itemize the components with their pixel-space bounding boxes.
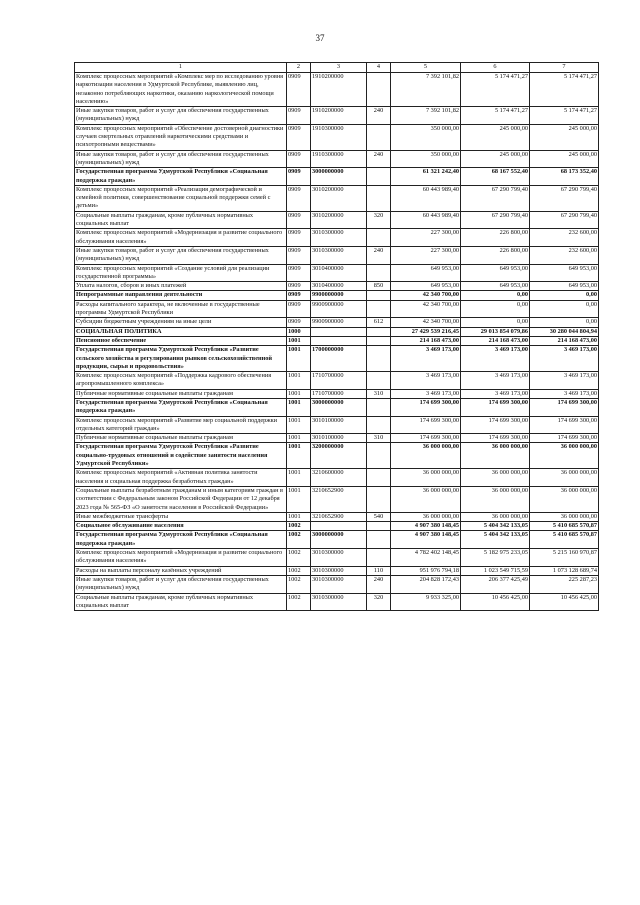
- amount-year-1-cell: 9 933 325,00: [391, 593, 461, 611]
- header-cell: 4: [367, 63, 391, 73]
- amount-year-1-cell: 350 000,00: [391, 124, 461, 150]
- expense-type-code-cell: [367, 336, 391, 345]
- amount-year-2-cell: 245 000,00: [461, 124, 530, 150]
- amount-year-2-cell: 1 023 549 715,59: [461, 566, 530, 575]
- amount-year-1-cell: 227 300,00: [391, 246, 461, 264]
- target-article-code-cell: 3210652900: [311, 486, 367, 512]
- section-code-cell: 1001: [287, 398, 311, 416]
- amount-year-3-cell: 0,00: [530, 300, 599, 318]
- amount-year-3-cell: 30 280 044 804,94: [530, 327, 599, 336]
- amount-year-1-cell: 951 976 794,18: [391, 566, 461, 575]
- amount-year-1-cell: 36 000 000,00: [391, 469, 461, 487]
- amount-year-3-cell: 68 173 352,40: [530, 168, 599, 186]
- amount-year-2-cell: 226 800,00: [461, 246, 530, 264]
- target-article-code-cell: 1710700000: [311, 389, 367, 398]
- amount-year-1-cell: 7 392 101,82: [391, 73, 461, 107]
- table-row: [75, 443, 599, 469]
- expense-type-code-cell: 310: [367, 389, 391, 398]
- target-article-code-cell: 1910200000: [311, 73, 367, 107]
- target-article-code-cell: 3010100000: [311, 434, 367, 443]
- amount-year-3-cell: 232 600,00: [530, 246, 599, 264]
- target-article-code-cell: 1710700000: [311, 372, 367, 390]
- amount-year-2-cell: 36 000 000,00: [461, 486, 530, 512]
- amount-year-3-cell: 10 456 425,00: [530, 593, 599, 611]
- row-name-cell: Государственная программа Удмуртской Республики «Социальная поддержка граждан»: [75, 168, 287, 186]
- amount-year-3-cell: 214 168 473,00: [530, 336, 599, 345]
- amount-year-1-cell: 61 321 242,40: [391, 168, 461, 186]
- section-code-cell: 0909: [287, 318, 311, 327]
- expense-type-code-cell: [367, 443, 391, 469]
- section-code-cell: 1001: [287, 416, 311, 434]
- row-name-cell: Непрограммные направления деятельности: [75, 291, 287, 300]
- expense-type-code-cell: [367, 469, 391, 487]
- amount-year-1-cell: 649 953,00: [391, 282, 461, 291]
- row-name-cell: Комплекс процессных мероприятий «Обеспечение достоверной диагностики случаев смертельных отравлений наркотическими средствами и психотропными веществами»: [75, 124, 287, 150]
- section-code-cell: 0909: [287, 107, 311, 125]
- section-code-cell: 1002: [287, 522, 311, 531]
- expense-type-code-cell: 240: [367, 107, 391, 125]
- amount-year-3-cell: 5 215 160 970,87: [530, 549, 599, 567]
- table-row: [75, 398, 599, 416]
- amount-year-3-cell: 245 000,00: [530, 124, 599, 150]
- amount-year-3-cell: 0,00: [530, 291, 599, 300]
- header-cell: 5: [391, 63, 461, 73]
- amount-year-2-cell: 0,00: [461, 300, 530, 318]
- expense-type-code-cell: [367, 398, 391, 416]
- row-name-cell: Комплекс процессных мероприятий «Модернизация и развитие социального обслуживания населения»: [75, 549, 287, 567]
- section-code-cell: 1001: [287, 486, 311, 512]
- amount-year-1-cell: 174 699 300,00: [391, 434, 461, 443]
- table-row: [75, 486, 599, 512]
- expense-type-code-cell: [367, 185, 391, 211]
- table-row: [75, 282, 599, 291]
- row-name-cell: Расходы на выплаты персоналу казённых учреждений: [75, 566, 287, 575]
- amount-year-2-cell: 5 174 471,27: [461, 73, 530, 107]
- row-name-cell: Государственная программа Удмуртской Республики «Развитие сельского хозяйства и регулирования рынков сельскохозяйственной продукции, сырья и продовольствия»: [75, 346, 287, 372]
- header-cell: 1: [75, 63, 287, 73]
- table-row: [75, 246, 599, 264]
- amount-year-1-cell: 60 443 989,40: [391, 211, 461, 229]
- amount-year-3-cell: 649 953,00: [530, 264, 599, 282]
- section-code-cell: 0909: [287, 73, 311, 107]
- row-name-cell: Пенсионное обеспечение: [75, 336, 287, 345]
- table-row: [75, 389, 599, 398]
- table-row: [75, 107, 599, 125]
- row-name-cell: СОЦИАЛЬНАЯ ПОЛИТИКА: [75, 327, 287, 336]
- table-row: [75, 318, 599, 327]
- header-cell: 3: [311, 63, 367, 73]
- amount-year-3-cell: 36 000 000,00: [530, 443, 599, 469]
- expense-type-code-cell: [367, 416, 391, 434]
- expense-type-code-cell: 240: [367, 150, 391, 168]
- target-article-code-cell: 3000000000: [311, 168, 367, 186]
- section-code-cell: 0909: [287, 291, 311, 300]
- section-code-cell: 1001: [287, 389, 311, 398]
- table-row: [75, 434, 599, 443]
- amount-year-2-cell: 5 174 471,27: [461, 107, 530, 125]
- row-name-cell: Социальные выплаты гражданам, кроме публичных нормативных социальных выплат: [75, 211, 287, 229]
- row-name-cell: Комплекс процессных мероприятий «Реализация демографической и семейной политики, совершенствование социальной поддержки семей с детьми»: [75, 185, 287, 211]
- row-name-cell: Социальные выплаты безработным гражданам и иным категориям граждан в соответствии с Федеральным законом Российской Федерации от 12 декабря 2023 года № 565-ФЗ «О занятости населения в Российской Федерации»: [75, 486, 287, 512]
- expense-type-code-cell: [367, 124, 391, 150]
- section-code-cell: 0909: [287, 282, 311, 291]
- amount-year-3-cell: 174 699 300,00: [530, 416, 599, 434]
- expense-type-code-cell: [367, 531, 391, 549]
- row-name-cell: Социальное обслуживание населения: [75, 522, 287, 531]
- amount-year-1-cell: 649 953,00: [391, 264, 461, 282]
- amount-year-1-cell: 3 469 173,00: [391, 346, 461, 372]
- section-code-cell: 1002: [287, 575, 311, 593]
- row-name-cell: Иные закупки товаров, работ и услуг для обеспечения государственных (муниципальных) нужд: [75, 150, 287, 168]
- section-code-cell: 0909: [287, 246, 311, 264]
- amount-year-1-cell: 42 340 700,00: [391, 300, 461, 318]
- amount-year-3-cell: 5 174 471,27: [530, 107, 599, 125]
- section-code-cell: 0909: [287, 300, 311, 318]
- amount-year-1-cell: 42 340 700,00: [391, 318, 461, 327]
- amount-year-3-cell: 3 469 173,00: [530, 372, 599, 390]
- row-name-cell: Комплекс процессных мероприятий «Комплекс мер по исследованию уровня наркотизации населения в Удмуртской Республике, выявлению лиц, незаконно потребляющих наркотики, оказанию наркологической помощи населению»: [75, 73, 287, 107]
- table-row: [75, 73, 599, 107]
- target-article-code-cell: 3210652900: [311, 512, 367, 521]
- target-article-code-cell: 9900000000: [311, 291, 367, 300]
- amount-year-2-cell: 649 953,00: [461, 282, 530, 291]
- target-article-code-cell: 3210600000: [311, 469, 367, 487]
- amount-year-3-cell: 245 000,00: [530, 150, 599, 168]
- row-name-cell: Иные закупки товаров, работ и услуг для обеспечения государственных (муниципальных) нужд: [75, 246, 287, 264]
- expense-type-code-cell: [367, 73, 391, 107]
- row-name-cell: Уплата налогов, сборов и иных платежей: [75, 282, 287, 291]
- table-row: [75, 150, 599, 168]
- amount-year-2-cell: 0,00: [461, 291, 530, 300]
- expense-type-code-cell: [367, 549, 391, 567]
- target-article-code-cell: 3010400000: [311, 282, 367, 291]
- amount-year-1-cell: 214 168 473,00: [391, 336, 461, 345]
- amount-year-3-cell: 36 000 000,00: [530, 486, 599, 512]
- row-name-cell: Субсидии бюджетным учреждениям на иные цели: [75, 318, 287, 327]
- target-article-code-cell: 3010200000: [311, 211, 367, 229]
- header-cell: 2: [287, 63, 311, 73]
- amount-year-1-cell: 7 392 101,82: [391, 107, 461, 125]
- table-row: [75, 336, 599, 345]
- amount-year-2-cell: 67 290 799,40: [461, 185, 530, 211]
- table-row: [75, 469, 599, 487]
- expense-type-code-cell: 320: [367, 593, 391, 611]
- section-code-cell: 1000: [287, 327, 311, 336]
- row-name-cell: Комплекс процессных мероприятий «Поддержка кадрового обеспечения агропромышленного комплекса»: [75, 372, 287, 390]
- expense-type-code-cell: [367, 264, 391, 282]
- expense-type-code-cell: [367, 486, 391, 512]
- amount-year-1-cell: 4 907 380 148,45: [391, 531, 461, 549]
- target-article-code-cell: 3010300000: [311, 593, 367, 611]
- amount-year-2-cell: 5 182 975 233,05: [461, 549, 530, 567]
- expense-type-code-cell: [367, 291, 391, 300]
- amount-year-2-cell: 5 404 342 133,05: [461, 531, 530, 549]
- amount-year-3-cell: 225 287,23: [530, 575, 599, 593]
- row-name-cell: Публичные нормативные социальные выплаты гражданам: [75, 389, 287, 398]
- expense-type-code-cell: [367, 522, 391, 531]
- amount-year-1-cell: 4 907 380 148,45: [391, 522, 461, 531]
- table-header-row: [75, 63, 599, 73]
- amount-year-2-cell: 174 699 300,00: [461, 434, 530, 443]
- amount-year-3-cell: 67 290 799,40: [530, 211, 599, 229]
- amount-year-3-cell: 174 699 300,00: [530, 434, 599, 443]
- amount-year-2-cell: 36 000 000,00: [461, 443, 530, 469]
- amount-year-1-cell: 3 469 173,00: [391, 389, 461, 398]
- header-cell: 7: [530, 63, 599, 73]
- target-article-code-cell: 3200000000: [311, 443, 367, 469]
- amount-year-3-cell: 1 073 128 689,74: [530, 566, 599, 575]
- section-code-cell: 0909: [287, 150, 311, 168]
- amount-year-1-cell: 27 429 539 216,45: [391, 327, 461, 336]
- target-article-code-cell: 9900900000: [311, 318, 367, 327]
- amount-year-2-cell: 36 000 000,00: [461, 512, 530, 521]
- amount-year-1-cell: 3 469 173,00: [391, 372, 461, 390]
- section-code-cell: 1001: [287, 372, 311, 390]
- target-article-code-cell: 3010300000: [311, 575, 367, 593]
- row-name-cell: Государственная программа Удмуртской Республики «Социальная поддержка граждан»: [75, 531, 287, 549]
- section-code-cell: 1001: [287, 346, 311, 372]
- target-article-code-cell: 1700000000: [311, 346, 367, 372]
- row-name-cell: Публичные нормативные социальные выплаты гражданам: [75, 434, 287, 443]
- amount-year-1-cell: 4 782 402 148,45: [391, 549, 461, 567]
- row-name-cell: Социальные выплаты гражданам, кроме публичных нормативных социальных выплат: [75, 593, 287, 611]
- amount-year-3-cell: 36 000 000,00: [530, 512, 599, 521]
- table-row: [75, 327, 599, 336]
- amount-year-2-cell: 214 168 473,00: [461, 336, 530, 345]
- page-number: 37: [315, 33, 325, 43]
- row-name-cell: Государственная программа Удмуртской Республики «Социальная поддержка граждан»: [75, 398, 287, 416]
- amount-year-2-cell: 68 167 552,40: [461, 168, 530, 186]
- amount-year-3-cell: 36 000 000,00: [530, 469, 599, 487]
- section-code-cell: 1002: [287, 531, 311, 549]
- amount-year-2-cell: 29 013 854 079,86: [461, 327, 530, 336]
- amount-year-2-cell: 245 000,00: [461, 150, 530, 168]
- row-name-cell: Иные закупки товаров, работ и услуг для обеспечения государственных (муниципальных) нужд: [75, 107, 287, 125]
- section-code-cell: 1001: [287, 443, 311, 469]
- table-row: [75, 264, 599, 282]
- section-code-cell: 1001: [287, 336, 311, 345]
- table-row: [75, 416, 599, 434]
- amount-year-1-cell: 174 699 300,00: [391, 398, 461, 416]
- target-article-code-cell: [311, 336, 367, 345]
- amount-year-1-cell: 350 000,00: [391, 150, 461, 168]
- section-code-cell: 1001: [287, 469, 311, 487]
- amount-year-1-cell: 204 828 172,43: [391, 575, 461, 593]
- target-article-code-cell: 3000000000: [311, 531, 367, 549]
- amount-year-1-cell: 174 699 300,00: [391, 416, 461, 434]
- row-name-cell: Комплекс процессных мероприятий «Создание условий для реализации государственной программы»: [75, 264, 287, 282]
- table-row: [75, 185, 599, 211]
- table-row: [75, 346, 599, 372]
- section-code-cell: 1001: [287, 512, 311, 521]
- amount-year-2-cell: 206 377 425,49: [461, 575, 530, 593]
- amount-year-1-cell: 36 000 000,00: [391, 443, 461, 469]
- amount-year-1-cell: 60 443 989,40: [391, 185, 461, 211]
- row-name-cell: Иные закупки товаров, работ и услуг для обеспечения государственных (муниципальных) нужд: [75, 575, 287, 593]
- amount-year-2-cell: 67 290 799,40: [461, 211, 530, 229]
- section-code-cell: 0909: [287, 264, 311, 282]
- amount-year-2-cell: 3 469 173,00: [461, 389, 530, 398]
- table-body: [75, 73, 599, 611]
- amount-year-2-cell: 0,00: [461, 318, 530, 327]
- row-name-cell: Комплекс процессных мероприятий «Модернизация и развитие социального обслуживания населения»: [75, 229, 287, 247]
- row-name-cell: Комплекс процессных мероприятий «Активная политика занятости населения и социальная поддержка безработных граждан»: [75, 469, 287, 487]
- amount-year-3-cell: 3 469 173,00: [530, 389, 599, 398]
- section-code-cell: 0909: [287, 185, 311, 211]
- section-code-cell: 0909: [287, 168, 311, 186]
- target-article-code-cell: 3010200000: [311, 185, 367, 211]
- row-name-cell: Комплекс процессных мероприятий «Развитие мер социальной поддержки отдельных категорий граждан»: [75, 416, 287, 434]
- target-article-code-cell: [311, 522, 367, 531]
- amount-year-2-cell: 5 404 342 133,05: [461, 522, 530, 531]
- target-article-code-cell: 3010300000: [311, 549, 367, 567]
- table-row: [75, 566, 599, 575]
- expense-type-code-cell: 310: [367, 434, 391, 443]
- table-row: [75, 372, 599, 390]
- amount-year-2-cell: 174 699 300,00: [461, 398, 530, 416]
- amount-year-3-cell: 5 410 685 570,87: [530, 531, 599, 549]
- row-name-cell: Расходы капитального характера, не включенные в государственные программы Удмуртской Республики: [75, 300, 287, 318]
- expense-type-code-cell: [367, 346, 391, 372]
- amount-year-1-cell: 36 000 000,00: [391, 486, 461, 512]
- table-row: [75, 229, 599, 247]
- amount-year-2-cell: 174 699 300,00: [461, 416, 530, 434]
- table-row: [75, 512, 599, 521]
- amount-year-3-cell: 3 469 173,00: [530, 346, 599, 372]
- row-name-cell: Государственная программа Удмуртской Республики «Развитие социально-трудовых отношений и содействие занятости населения Удмуртской Республики»: [75, 443, 287, 469]
- section-code-cell: 1002: [287, 549, 311, 567]
- target-article-code-cell: 3010300000: [311, 229, 367, 247]
- target-article-code-cell: 3010300000: [311, 246, 367, 264]
- target-article-code-cell: 1910200000: [311, 107, 367, 125]
- table-row: [75, 575, 599, 593]
- expense-type-code-cell: [367, 327, 391, 336]
- table-row: [75, 211, 599, 229]
- target-article-code-cell: 9900900000: [311, 300, 367, 318]
- amount-year-2-cell: 3 469 173,00: [461, 372, 530, 390]
- amount-year-3-cell: 5 174 471,27: [530, 73, 599, 107]
- amount-year-3-cell: 67 290 799,40: [530, 185, 599, 211]
- amount-year-2-cell: 36 000 000,00: [461, 469, 530, 487]
- amount-year-3-cell: 0,00: [530, 318, 599, 327]
- expense-type-code-cell: [367, 168, 391, 186]
- header-cell: 6: [461, 63, 530, 73]
- table-row: [75, 531, 599, 549]
- expense-type-code-cell: 612: [367, 318, 391, 327]
- target-article-code-cell: 3010100000: [311, 416, 367, 434]
- expense-type-code-cell: [367, 372, 391, 390]
- amount-year-1-cell: 227 300,00: [391, 229, 461, 247]
- table-row: [75, 300, 599, 318]
- target-article-code-cell: 3000000000: [311, 398, 367, 416]
- target-article-code-cell: 1910300000: [311, 150, 367, 168]
- amount-year-2-cell: 3 469 173,00: [461, 346, 530, 372]
- amount-year-1-cell: 36 000 000,00: [391, 512, 461, 521]
- amount-year-3-cell: 649 953,00: [530, 282, 599, 291]
- target-article-code-cell: 3010300000: [311, 566, 367, 575]
- target-article-code-cell: 1910300000: [311, 124, 367, 150]
- section-code-cell: 1002: [287, 593, 311, 611]
- table-row: [75, 522, 599, 531]
- section-code-cell: 0909: [287, 124, 311, 150]
- expense-type-code-cell: [367, 229, 391, 247]
- table-row: [75, 291, 599, 300]
- expense-type-code-cell: [367, 300, 391, 318]
- section-code-cell: 0909: [287, 211, 311, 229]
- amount-year-2-cell: 226 800,00: [461, 229, 530, 247]
- expense-type-code-cell: 540: [367, 512, 391, 521]
- amount-year-1-cell: 42 340 700,00: [391, 291, 461, 300]
- table-row: [75, 124, 599, 150]
- amount-year-2-cell: 10 456 425,00: [461, 593, 530, 611]
- expense-type-code-cell: 320: [367, 211, 391, 229]
- section-code-cell: 0909: [287, 229, 311, 247]
- budget-table: [74, 62, 599, 611]
- expense-type-code-cell: 240: [367, 246, 391, 264]
- amount-year-2-cell: 649 953,00: [461, 264, 530, 282]
- target-article-code-cell: 3010400000: [311, 264, 367, 282]
- table-row: [75, 168, 599, 186]
- expense-type-code-cell: 110: [367, 566, 391, 575]
- table-row: [75, 549, 599, 567]
- target-article-code-cell: [311, 327, 367, 336]
- table-row: [75, 593, 599, 611]
- row-name-cell: Иные межбюджетные трансферты: [75, 512, 287, 521]
- section-code-cell: 1001: [287, 434, 311, 443]
- expense-type-code-cell: 240: [367, 575, 391, 593]
- section-code-cell: 1002: [287, 566, 311, 575]
- amount-year-3-cell: 5 410 685 570,87: [530, 522, 599, 531]
- expense-type-code-cell: 850: [367, 282, 391, 291]
- amount-year-3-cell: 232 600,00: [530, 229, 599, 247]
- amount-year-3-cell: 174 699 300,00: [530, 398, 599, 416]
